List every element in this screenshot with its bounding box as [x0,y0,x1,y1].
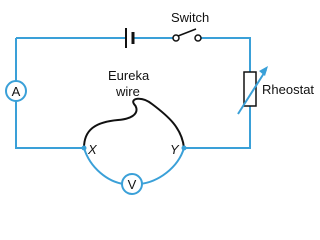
circuit-wires [16,38,250,184]
switch-lever [178,29,196,36]
rheostat-label: Rheostat [262,82,315,97]
cell [126,28,133,48]
switch-label: Switch [171,10,210,25]
eureka-wire [84,99,184,148]
rheostat-arrow-head [259,66,268,76]
eureka-label-line2: wire [116,84,140,99]
node-x-label: X [88,142,97,157]
voltmeter [122,174,142,194]
junction-y [182,146,187,151]
wire-switch-to-right [201,38,250,72]
wire-left-lower [16,101,84,148]
switch-terminal-right [195,35,201,41]
ammeter-label: A [11,84,21,99]
junction-x [82,146,87,151]
voltmeter-label: V [127,177,137,192]
ammeter [6,81,26,101]
eureka-label-line1: Eureka [108,68,150,83]
node-y-label: Y [170,142,179,157]
switch [173,29,201,41]
